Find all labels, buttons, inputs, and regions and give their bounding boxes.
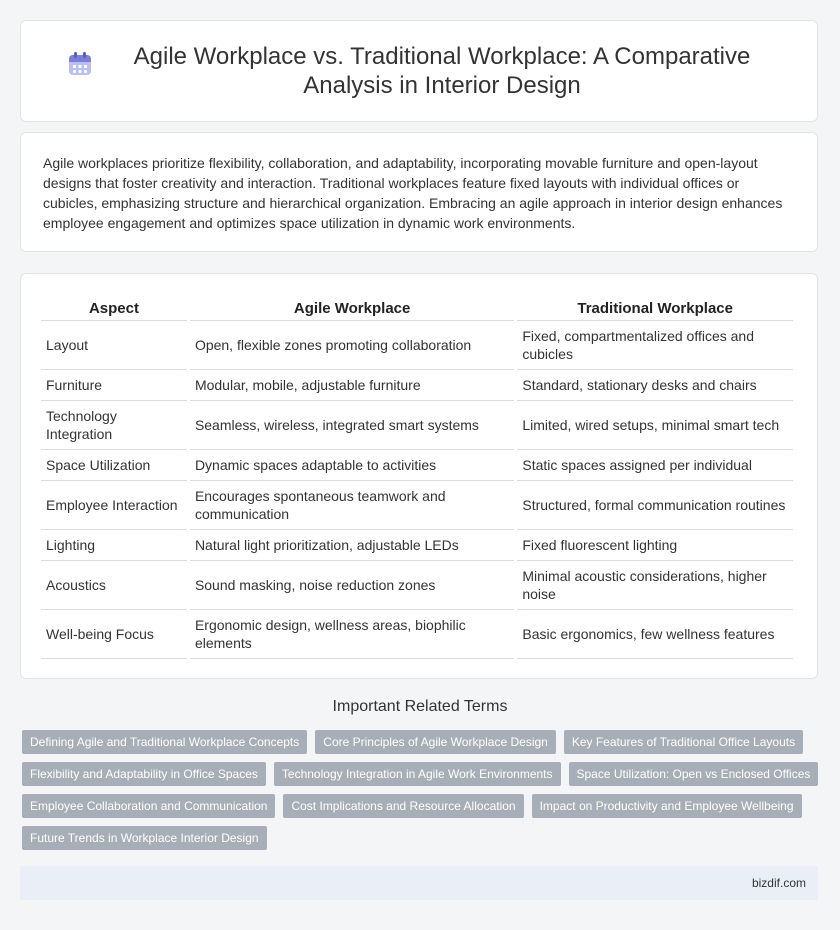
cell-traditional: Minimal acoustic considerations, higher noise <box>517 561 793 610</box>
related-terms-title: Important Related Terms <box>332 698 508 715</box>
footer-site-link[interactable]: bizdif.com <box>751 876 806 890</box>
table-row <box>41 321 793 370</box>
header-traditional: Traditional Workplace <box>517 294 793 321</box>
cell-traditional: Static spaces assigned per individual <box>517 450 793 481</box>
cell-agile: Sound masking, noise reduction zones <box>190 561 514 610</box>
table-row <box>41 481 793 530</box>
cell-agile: Open, flexible zones promoting collaboration <box>190 321 514 370</box>
cell-agile: Modular, mobile, adjustable furniture <box>190 370 514 401</box>
comparison-table <box>38 294 796 659</box>
cell-aspect: Employee Interaction <box>41 481 187 530</box>
comparison-card <box>20 273 818 679</box>
related-term-tag[interactable]: Cost Implications and Resource Allocation <box>283 794 523 818</box>
calendar-icon <box>66 50 94 78</box>
cell-traditional: Standard, stationary desks and chairs <box>517 370 793 401</box>
cell-aspect: Well-being Focus <box>41 610 187 659</box>
cell-agile: Seamless, wireless, integrated smart systems <box>190 401 514 450</box>
related-term-tag[interactable]: Future Trends in Workplace Interior Design <box>22 826 267 850</box>
cell-agile: Ergonomic design, wellness areas, biophilic elements <box>190 610 514 659</box>
table-row <box>41 610 793 659</box>
cell-traditional: Limited, wired setups, minimal smart tech <box>517 401 793 450</box>
intro-card <box>20 132 818 252</box>
related-term-tag[interactable]: Space Utilization: Open vs Enclosed Offices <box>569 762 819 786</box>
related-term-tag[interactable]: Impact on Productivity and Employee Wellbeing <box>532 794 802 818</box>
cell-aspect: Acoustics <box>41 561 187 610</box>
table-row <box>41 370 793 401</box>
related-term-tag[interactable]: Core Principles of Agile Workplace Design <box>315 730 556 754</box>
cell-agile: Encourages spontaneous teamwork and communication <box>190 481 514 530</box>
intro-paragraph: Agile workplaces prioritize flexibility, collaboration, and adaptability, incorporating movable furniture and open-layout designs that foster creativity and interaction. Traditional workplaces feature fixed layouts with individual offices or cubicles, emphasizing structure and hierarchical organization. Embracing an agile approach in interior design enhances employee engagement and optimizes space utilization in dynamic work environments. <box>43 155 783 231</box>
cell-aspect: Lighting <box>41 530 187 561</box>
header-agile: Agile Workplace <box>190 294 514 321</box>
related-term-tag[interactable]: Flexibility and Adaptability in Office Spaces <box>22 762 266 786</box>
cell-agile: Natural light prioritization, adjustable LEDs <box>190 530 514 561</box>
related-term-tag[interactable]: Key Features of Traditional Office Layouts <box>564 730 803 754</box>
cell-traditional: Fixed, compartmentalized offices and cubicles <box>517 321 793 370</box>
header-aspect: Aspect <box>41 294 187 321</box>
table-row <box>41 561 793 610</box>
page-title: Agile Workplace vs. Traditional Workplace: A Comparative Analysis in Interior Design <box>133 43 751 99</box>
table-row <box>41 450 793 481</box>
cell-traditional: Fixed fluorescent lighting <box>517 530 793 561</box>
cell-agile: Dynamic spaces adaptable to activities <box>190 450 514 481</box>
cell-aspect: Furniture <box>41 370 187 401</box>
cell-aspect: Layout <box>41 321 187 370</box>
cell-aspect: Space Utilization <box>41 450 187 481</box>
table-row <box>41 530 793 561</box>
cell-traditional: Structured, formal communication routines <box>517 481 793 530</box>
cell-aspect: Technology Integration <box>41 401 187 450</box>
cell-traditional: Basic ergonomics, few wellness features <box>517 610 793 659</box>
related-term-tag[interactable]: Defining Agile and Traditional Workplace Concepts <box>22 730 307 754</box>
related-term-tag[interactable]: Employee Collaboration and Communication <box>22 794 275 818</box>
related-terms-list <box>22 730 822 850</box>
table-row <box>41 401 793 450</box>
related-term-tag[interactable]: Technology Integration in Agile Work Environments <box>274 762 561 786</box>
footer <box>20 866 818 900</box>
title-card <box>20 20 818 122</box>
table-header-row <box>41 294 793 321</box>
